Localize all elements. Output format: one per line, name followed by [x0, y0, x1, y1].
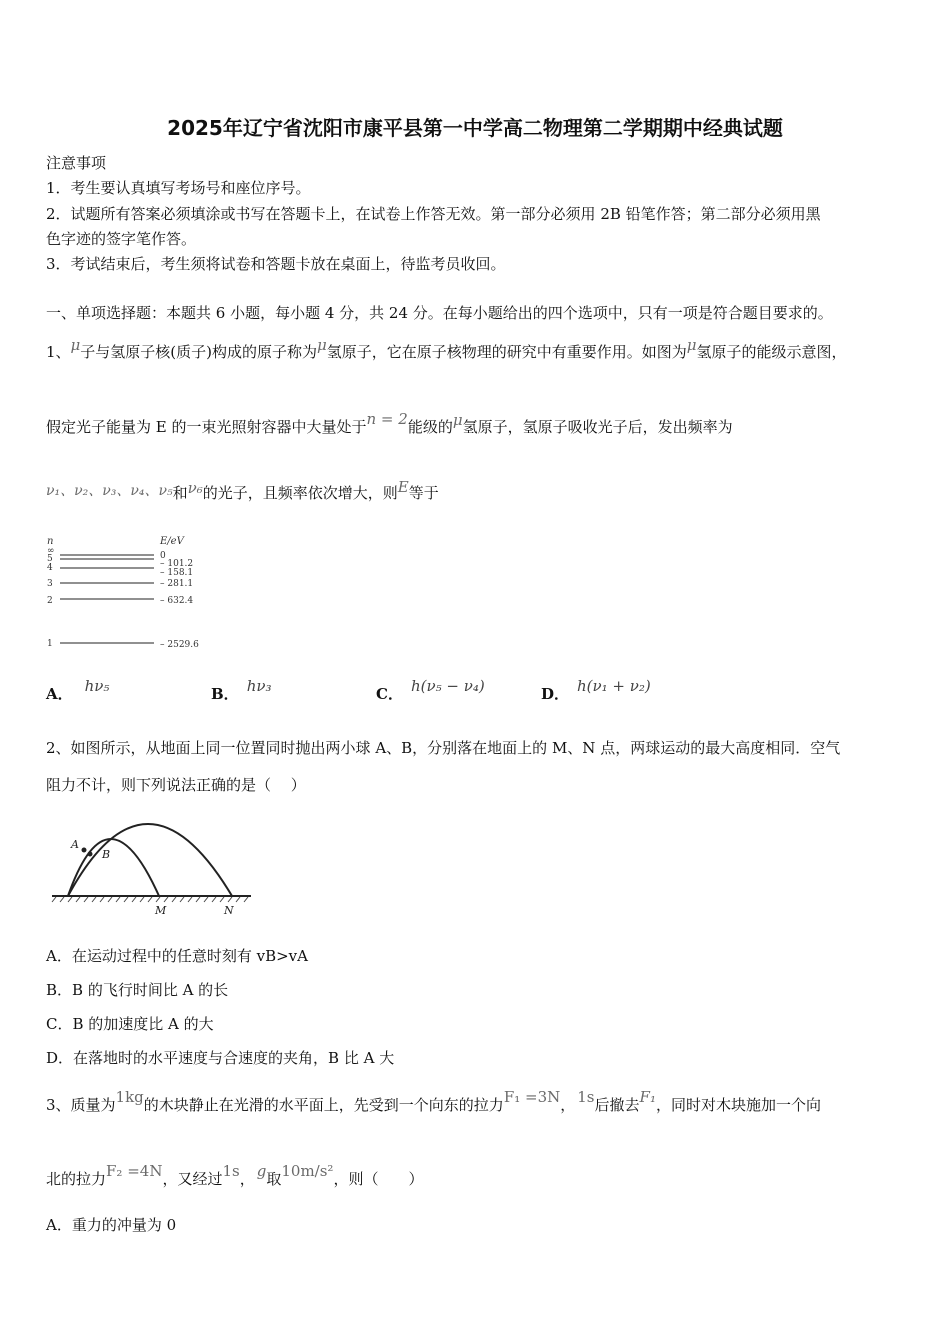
option-value: h(ν₅ − ν₄) — [410, 677, 485, 695]
mu-symbol: μ — [686, 336, 697, 354]
q3-line2 — [46, 1162, 424, 1189]
ground-hatching — [52, 897, 248, 902]
option-value: h(ν₁ + ν₂) — [577, 677, 651, 695]
trajectory-a — [68, 839, 159, 896]
level-n-label: 1 — [47, 639, 53, 649]
energy-axis-label: E/eV — [160, 536, 184, 547]
mu-symbol: μ — [317, 336, 327, 354]
label-m: M — [155, 904, 167, 917]
level-n-label: 5 — [47, 554, 53, 564]
frequency-list: ν₁、ν₂、ν₃、ν₄、ν₅ — [46, 483, 173, 499]
q1-text: 的光子，且频率依次增大，则 — [202, 484, 398, 502]
q3-line1 — [46, 1088, 821, 1115]
q1-text: 假定光子能量为 E 的一束光照射容器中大量处于 — [46, 418, 367, 436]
level-energy-label: – 158.1 — [160, 568, 194, 578]
g-value: 10m/s² — [281, 1162, 334, 1180]
section-heading: 一、单项选择题：本题共 6 小题，每小题 4 分，共 24 分。在每小题给出的四个选项中，只有一项是符合题目要求的。 — [46, 304, 833, 322]
q2-line1: 2、如图所示，从地面上同一位置同时抛出两小球 A、B，分别落在地面上的 M、N 点，两球运动的最大高度相同．空气 — [46, 739, 841, 757]
q1-text: 能级的 — [407, 418, 453, 436]
notice-heading: 注意事项 — [46, 154, 107, 172]
label-n: N — [224, 904, 234, 917]
q1-text: 和 — [172, 484, 188, 502]
label-a: A — [71, 838, 79, 851]
level-energy-label: – 2529.6 — [160, 640, 199, 650]
q1-option-b — [211, 677, 272, 704]
q3-text: 北的拉力 — [46, 1170, 107, 1188]
notice-item: 2．试题所有答案必须填涂或书写在答题卡上，在试卷上作答无效。第一部分必须用 2B 铅笔作答；第二部分必须用黑 — [46, 205, 821, 223]
ball-a — [82, 848, 87, 853]
mass-value: 1kg — [115, 1088, 144, 1106]
projectile-figure — [46, 812, 258, 922]
q3-text: 3、质量为 — [46, 1096, 116, 1114]
option-label: C． — [376, 685, 403, 703]
q2-line2: 阻力不计，则下列说法正确的是（ ） — [46, 776, 306, 794]
q3-text: 取 — [266, 1170, 282, 1188]
n-axis-label: n — [47, 536, 54, 547]
level-n-label: ∞ — [47, 546, 55, 556]
q3-text: ，则（ ） — [333, 1170, 424, 1188]
q1-option-d — [541, 677, 651, 704]
option-value: hν₃ — [246, 677, 272, 695]
level-energy-label: – 281.1 — [160, 579, 194, 589]
q3-text: ，同时对木块施加一个向 — [655, 1096, 821, 1114]
level-n-label: 3 — [47, 579, 53, 589]
q1-option-a — [46, 677, 110, 704]
page-title: 2025年辽宁省沈阳市康平县第一中学高二物理第二学期期中经典试题 — [167, 116, 783, 140]
q2-option-b: B．B 的飞行时间比 A 的长 — [46, 981, 229, 999]
notice-item: 1．考生要认真填写考场号和座位序号。 — [46, 179, 311, 197]
f2-value: F₂ =4N — [106, 1162, 163, 1180]
level-energy-label: 0 — [160, 551, 166, 561]
option-label: A． — [46, 685, 73, 703]
q3-text: ， — [239, 1170, 255, 1188]
mu-symbol: μ — [452, 411, 463, 429]
q1-option-c — [376, 677, 485, 704]
q3-text: 后撤去 — [594, 1096, 640, 1114]
level-n-label: 2 — [47, 596, 53, 606]
time-value: 1s — [577, 1088, 595, 1106]
q1-line2 — [46, 410, 733, 437]
option-label: B． — [211, 685, 239, 703]
q1-line1 — [46, 336, 847, 362]
label-b: B — [102, 848, 111, 861]
q2-option-c: C．B 的加速度比 A 的大 — [46, 1015, 214, 1033]
q2-option-a: A．在运动过程中的任意时刻有 vB>vA — [46, 947, 308, 965]
level-energy-label: – 632.4 — [160, 596, 194, 606]
option-value: hν₅ — [84, 677, 110, 695]
q1-number: 1、 — [46, 343, 71, 361]
trajectory-b — [68, 824, 232, 896]
notice-item: 3．考试结束后，考生须将试卷和答题卡放在桌面上，待监考员收回。 — [46, 255, 506, 273]
q3-text: ， — [560, 1096, 576, 1114]
ball-b — [88, 852, 93, 857]
q3-text: 的木块静止在光滑的水平面上，先受到一个向东的拉力 — [143, 1096, 504, 1114]
notice-item: 色字迹的签字笔作答。 — [46, 230, 197, 248]
f1-value: F₁ =3N — [503, 1088, 561, 1106]
n2-formula: n = 2 — [366, 410, 408, 428]
level-n-label: 4 — [47, 563, 53, 573]
g-symbol: g — [256, 1162, 267, 1180]
option-label: D． — [541, 685, 570, 703]
energy-symbol: E — [397, 478, 409, 496]
q3-text: ，又经过 — [162, 1170, 223, 1188]
q1-text: 等于 — [408, 484, 439, 502]
q2-option-d: D．在落地时的水平速度与合速度的夹角，B 比 A 大 — [46, 1049, 395, 1067]
q1-text: 氢原子的能级示意图， — [696, 343, 847, 361]
nu6-symbol: ν₆ — [187, 479, 203, 497]
f1-symbol: F₁ — [639, 1088, 656, 1106]
q1-text: 氢原子，氢原子吸收光子后，发出频率为 — [462, 418, 733, 436]
q1-text: 子与氢原子核(质子)构成的原子称为 — [80, 343, 318, 361]
level-energy-label: – 101.2 — [160, 559, 194, 569]
time-value: 1s — [222, 1162, 240, 1180]
q1-line3 — [46, 478, 439, 503]
mu-symbol: μ — [70, 336, 81, 354]
q3-option-a: A．重力的冲量为 0 — [46, 1216, 177, 1234]
q1-text: 氢原子，它在原子核物理的研究中有重要作用。如图为 — [326, 343, 687, 361]
energy-level-diagram — [44, 532, 214, 654]
